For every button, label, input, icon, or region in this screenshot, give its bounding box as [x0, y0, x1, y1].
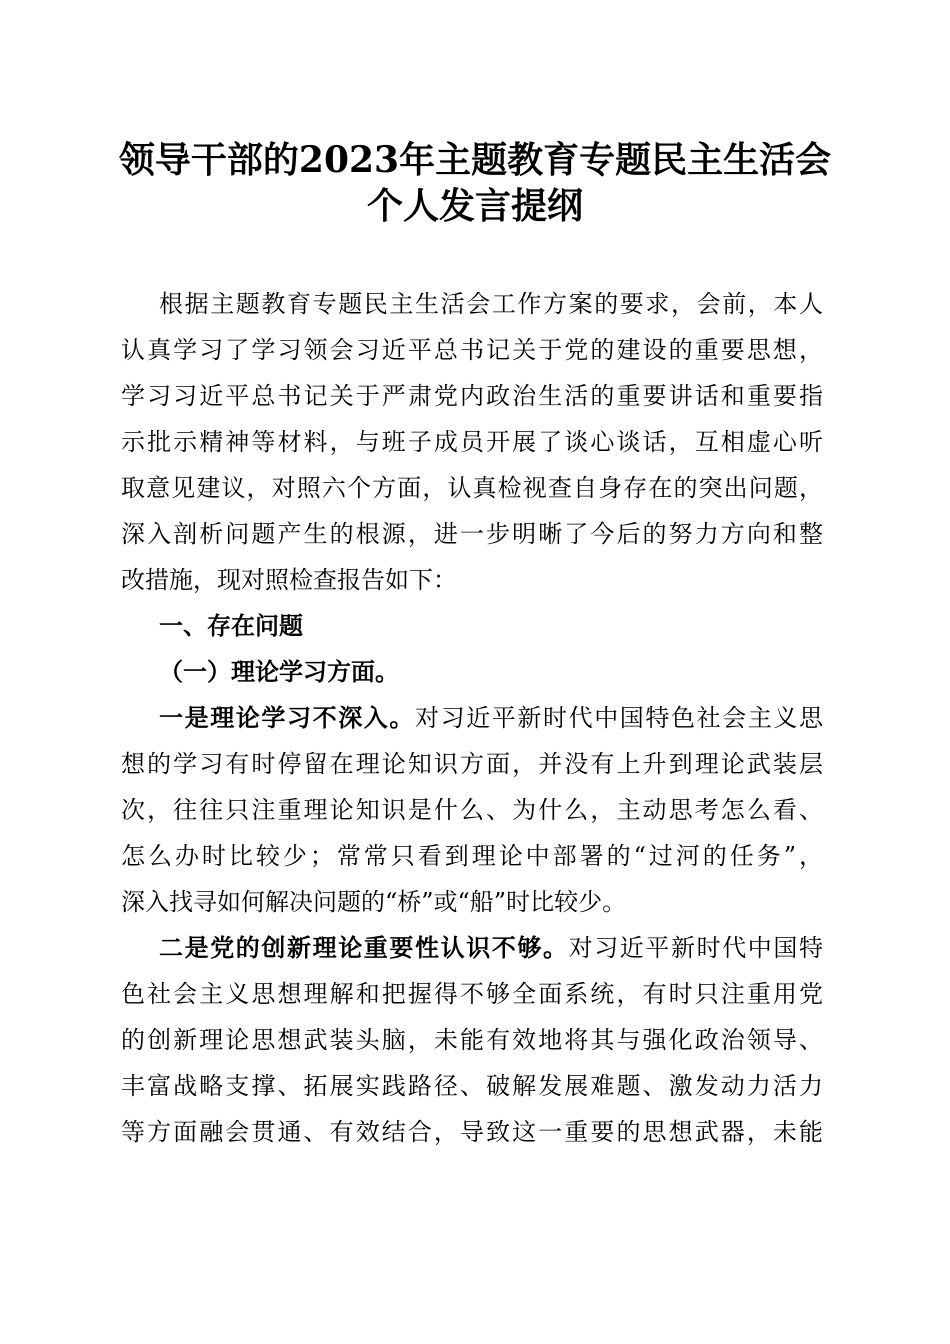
document-title-line-2: 个人发言提纲	[366, 185, 583, 227]
point-1-line: 次，往往只注重理论知识是什么、为什么，主动思考怎么看、	[121, 796, 823, 824]
point-2-first-line	[121, 925, 823, 971]
point-2-line: 等方面融会贯通、有效结合，导致这一重要的思想武器，未能	[121, 1118, 823, 1146]
point-2-line: 丰富战略支撑、拓展实践路径、破解发展难题、激发动力活力	[121, 1072, 823, 1100]
intro-line: 认真学习了学习领会习近平总书记关于党的建设的重要思想，	[121, 336, 823, 364]
subsection-heading: （一）理论学习方面。	[159, 657, 399, 686]
point-2-line: 的创新理论思想武装头脑，未能有效地将其与强化政治领导、	[121, 1026, 823, 1054]
point-1-first-line	[121, 695, 823, 741]
point-1-first-line-rest: 对习近平新时代中国特色社会主义思	[415, 704, 823, 732]
intro-line: 示批示精神等材料，与班子成员开展了谈心谈话，互相虚心听	[121, 428, 823, 456]
intro-line: 学习习近平总书记关于严肃党内政治生活的重要讲话和重要指	[121, 382, 823, 410]
document-title-line-1: 领导干部的2023年主题教育专题民主生活会	[118, 139, 832, 181]
point-2-lead: 二是党的创新理论重要性认识不够。	[159, 933, 569, 962]
point-1-lead: 一是理论学习不深入。	[159, 703, 415, 732]
point-1-line: 深入找寻如何解决问题的“桥”或“船”时比较少。	[121, 888, 627, 916]
section-heading: 一、存在问题	[159, 612, 303, 640]
intro-line: 取意见建议，对照六个方面，认真检视查自身存在的突出问题，	[121, 474, 823, 502]
point-1-line: 想的学习有时停留在理论知识方面，并没有上升到理论武装层	[121, 750, 823, 778]
point-1-line: 怎么办时比较少；常常只看到理论中部署的“过河的任务”，	[121, 842, 823, 870]
intro-line: 深入剖析问题产生的根源，进一步明晰了今后的努力方向和整	[121, 520, 823, 548]
intro-line: 改措施，现对照检查报告如下：	[121, 566, 457, 594]
intro-line: 根据主题教育专题民主生活会工作方案的要求，会前，本人	[159, 290, 823, 318]
document-body	[121, 281, 823, 1155]
point-2-first-line-rest: 对习近平新时代中国特	[568, 934, 824, 962]
point-2-line: 色社会主义思想理解和把握得不够全面系统，有时只注重用党	[121, 980, 823, 1008]
